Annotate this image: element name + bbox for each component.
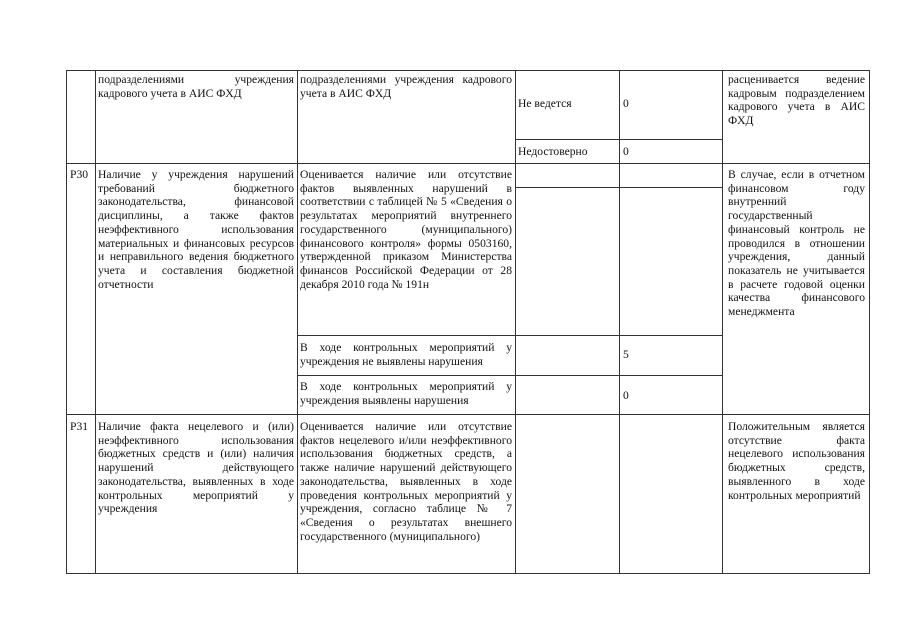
table-bottom-border <box>66 573 869 574</box>
value-label-cell: В ходе контрольных мероприятий у учреждения выявлены нарушения <box>300 380 512 407</box>
indicator-cell: Наличие у учреждения нарушений требований бюджетного законодательства, финансовой дисциплины, а также фактов неэффективного использования материальных и финансовых ресурсов и неправильного ведения бюджетного учета и составления бюджетной отчетности <box>98 168 294 291</box>
comment-cell: Положительным является отсутствие факта нецелевого использования бюджетных средств, выявленного в ходе контрольных мероприятий <box>728 420 865 502</box>
value-score-cell: 0 <box>623 97 629 110</box>
row-divider <box>66 163 869 164</box>
value-score-cell: 0 <box>623 145 629 158</box>
value-label-cell: Не ведется <box>518 97 572 110</box>
indicator-cell: Наличие факта нецелевого и (или) неэффективного использования бюджетных средств и (или) наличия нарушений действующего законодательства, выявленных в ходе контрольных мероприятий у учреждения <box>98 420 294 516</box>
column-divider <box>722 70 723 574</box>
comment-cell: В случае, если в отчетном финансовом году внутренний государственный финансовый контроль не проводился в отношении учреждения, данный показатель не учитывается в расчете годовой оценки качества финансового менеджмента <box>728 168 865 319</box>
value-label-cell: Недостоверно <box>518 145 588 158</box>
value-score-cell: 5 <box>623 348 629 361</box>
value-score-cell: 0 <box>623 389 629 402</box>
row-divider <box>66 414 869 415</box>
calculation-cell: Оценивается наличие или отсутствие фактов выявленных нарушений в соответствии с таблицей № 5 «Сведения о результатах мероприятий внутреннего государственного (муниципального) финансового контроля» формы 0503160, утвержденной приказом Министерства финансов Российской Федерации от 28 декабря 2010 года № 191н <box>300 168 512 291</box>
calculation-cell: Оценивается наличие или отсутствие фактов нецелевого и/или неэффективного использования бюджетных средств, а также наличие нарушений действующего законодательства, выявленных в ходе проведения контрольных мероприятий у учреждения, согласно таблице № 7 «Сведения о результатах внешнего государственного (муниципального) <box>300 420 512 543</box>
table-top-border <box>66 70 869 71</box>
column-divider <box>297 70 298 574</box>
value-label-cell: В ходе контрольных мероприятий у учреждения не выявлены нарушения <box>300 341 512 368</box>
table-left-border <box>66 70 67 574</box>
table-right-border <box>869 70 870 574</box>
indicator-cell: подразделениями учреждения кадрового учета в АИС ФХД <box>98 73 294 100</box>
column-divider <box>515 70 516 574</box>
column-divider <box>95 70 96 574</box>
comment-cell: расценивается ведение кадровым подразделением кадрового учета в АИС ФХД <box>728 73 865 128</box>
indicator-code: Р30 <box>70 168 89 181</box>
row-divider <box>297 335 722 336</box>
row-divider <box>297 375 722 376</box>
calculation-cell: подразделениями учреждения кадрового учета в АИС ФХД <box>300 73 512 100</box>
column-divider <box>619 70 620 574</box>
indicator-code: Р31 <box>70 420 89 433</box>
